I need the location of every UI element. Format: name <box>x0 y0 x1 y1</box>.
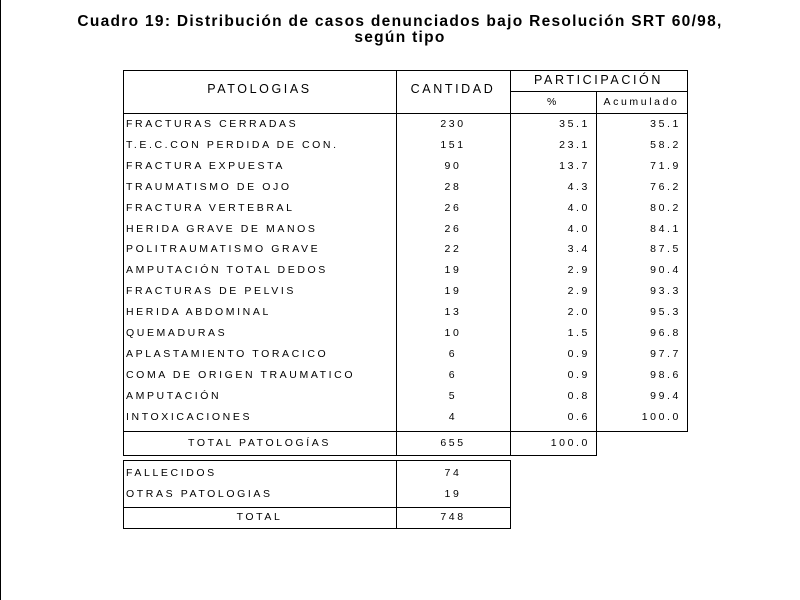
row-acumulado: 97.7 <box>650 347 681 360</box>
row-cantidad: 10 <box>444 327 462 339</box>
row-cantidad: 230 <box>440 118 466 130</box>
page-title <box>0 14 800 46</box>
row-pct: 0.9 <box>567 347 590 360</box>
row-acumulado: 93.3 <box>650 285 681 298</box>
row-pct: 13.7 <box>559 159 590 172</box>
row-acumulado: 95.3 <box>650 306 681 319</box>
row-patologia-name: HERIDA ABDOMINAL <box>126 306 271 319</box>
row-patologia-name: AMPUTACIÓN <box>126 389 222 402</box>
row-acumulado: 87.5 <box>650 243 681 256</box>
total-cantidad: 748 <box>440 511 466 523</box>
row-pct: 2.0 <box>567 306 590 319</box>
row-pct: 4.0 <box>567 222 590 235</box>
total-patologias-divider-1 <box>396 431 397 455</box>
row-patologia-name: T.E.C.CON PERDIDA DE CON. <box>126 138 339 151</box>
body-col-divider-3 <box>596 113 597 431</box>
extra-col-divider <box>396 460 397 528</box>
row-patologia-name: FRACTURA VERTEBRAL <box>126 201 295 214</box>
extra-top-border <box>123 460 511 461</box>
extra-row-cantidad: 74 <box>444 467 462 479</box>
body-right-border <box>687 113 688 431</box>
title-line-1: Cuadro 19: Distribución de casos denunciados bajo Resolución SRT 60/98, <box>77 13 723 30</box>
header-right-border <box>687 70 688 113</box>
row-acumulado: 35.1 <box>650 118 681 130</box>
row-acumulado: 100.0 <box>641 410 681 423</box>
row-patologia-name: FRACTURAS CERRADAS <box>126 118 299 130</box>
row-pct: 0.9 <box>567 368 590 381</box>
row-acumulado: 99.4 <box>650 389 681 402</box>
row-cantidad: 4 <box>448 410 458 423</box>
row-patologia-name: FRACTURAS DE PELVIS <box>126 285 296 298</box>
total-bottom-border <box>123 528 511 529</box>
total-patologias-divider-2 <box>510 431 511 455</box>
row-patologia-name: QUEMADURAS <box>126 327 228 339</box>
row-pct: 0.8 <box>567 389 590 402</box>
row-acumulado: 96.8 <box>650 327 681 339</box>
extra-left-border <box>123 460 124 528</box>
row-cantidad: 19 <box>444 264 462 277</box>
row-cantidad: 28 <box>444 180 462 193</box>
row-pct: 2.9 <box>567 264 590 277</box>
row-patologia-name: COMA DE ORIGEN TRAUMATICO <box>126 368 356 381</box>
row-cantidad: 26 <box>444 222 462 235</box>
header-participacion: PARTICIPACIÓN <box>534 73 663 87</box>
row-acumulado: 58.2 <box>650 138 681 151</box>
extra-row-name: FALLECIDOS <box>126 467 217 479</box>
row-cantidad: 19 <box>444 285 462 298</box>
total-patologias-bottom-border <box>123 455 597 456</box>
row-acumulado: 76.2 <box>650 180 681 193</box>
header-acumulado: Acumulado <box>603 96 680 108</box>
row-patologia-name: TRAUMATISMO DE OJO <box>126 180 292 193</box>
row-acumulado: 90.4 <box>650 264 681 277</box>
row-cantidad: 5 <box>448 389 458 402</box>
row-cantidad: 6 <box>448 368 458 381</box>
row-cantidad: 151 <box>440 138 466 151</box>
extra-right-border <box>510 460 511 528</box>
total-patologias-label: TOTAL PATOLOGÍAS <box>188 437 331 449</box>
header-cantidad: CANTIDAD <box>410 82 496 96</box>
header-pct: % <box>547 96 559 108</box>
row-acumulado: 71.9 <box>650 159 681 172</box>
total-patologias-left-border <box>123 431 124 455</box>
row-cantidad: 90 <box>444 159 462 172</box>
row-patologia-name: POLITRAUMATISMO GRAVE <box>126 243 321 256</box>
body-col-divider-1 <box>396 113 397 431</box>
title-line-2: según tipo <box>354 29 446 46</box>
row-patologia-name: INTOXICACIONES <box>126 410 253 423</box>
row-acumulado: 98.6 <box>650 368 681 381</box>
row-pct: 4.0 <box>567 201 590 214</box>
row-cantidad: 13 <box>444 306 462 319</box>
total-patologias-cantidad: 655 <box>440 437 466 449</box>
extra-row-name: OTRAS PATOLOGIAS <box>126 488 273 500</box>
total-patologias-pct: 100.0 <box>550 437 590 449</box>
row-pct: 3.4 <box>567 243 590 256</box>
row-acumulado: 80.2 <box>650 201 681 214</box>
row-cantidad: 22 <box>444 243 462 256</box>
row-pct: 23.1 <box>559 138 590 151</box>
row-patologia-name: AMPUTACIÓN TOTAL DEDOS <box>126 264 328 277</box>
body-col-divider-2 <box>510 113 511 431</box>
row-pct: 35.1 <box>559 118 590 130</box>
row-patologia-name: HERIDA GRAVE DE MANOS <box>126 222 318 235</box>
header-patologias: PATOLOGIAS <box>207 82 312 96</box>
row-pct: 4.3 <box>567 180 590 193</box>
total-patologias-right-border <box>596 431 597 455</box>
body-left-border <box>123 113 124 431</box>
row-cantidad: 6 <box>448 347 458 360</box>
row-patologia-name: FRACTURA EXPUESTA <box>126 159 285 172</box>
total-label: TOTAL <box>236 511 283 523</box>
row-pct: 0.6 <box>567 410 590 423</box>
row-cantidad: 26 <box>444 201 462 214</box>
extra-row-cantidad: 19 <box>444 488 462 500</box>
row-acumulado: 84.1 <box>650 222 681 235</box>
row-pct: 2.9 <box>567 285 590 298</box>
row-patologia-name: APLASTAMIENTO TORACICO <box>126 347 329 360</box>
row-pct: 1.5 <box>567 327 590 339</box>
